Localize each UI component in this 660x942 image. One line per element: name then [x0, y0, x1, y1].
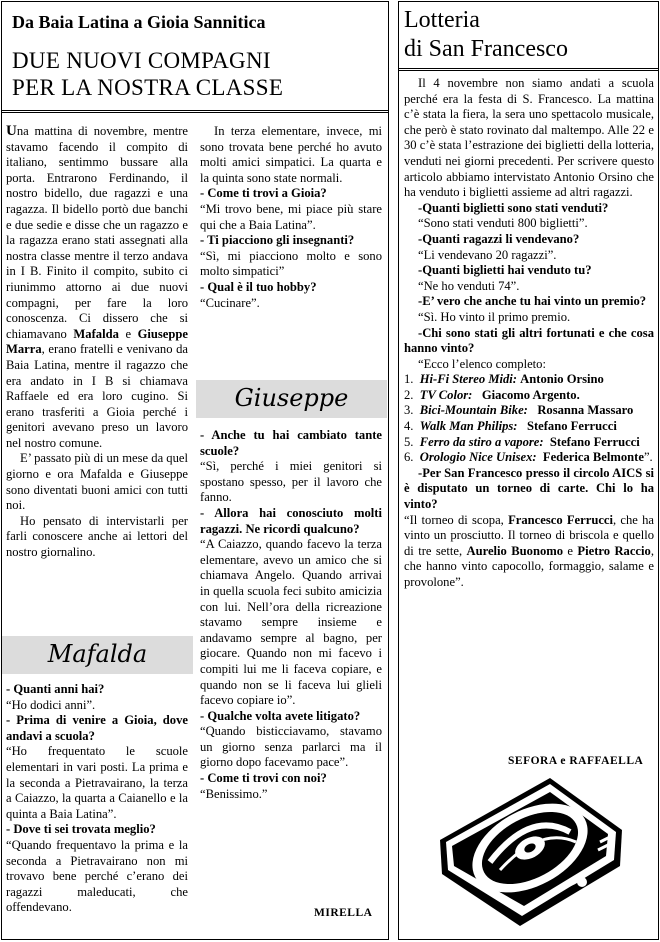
mafalda-section-band: Mafalda: [2, 636, 193, 674]
answer: “Ne ho venduti 74”.: [418, 278, 520, 293]
lottery-title: [404, 6, 568, 64]
title-line-1: Lotteria: [404, 7, 480, 33]
answer: In terza elementare, invece, mi sono trovata bene perché ho avuto molti amici simpatici. La quarta e la quinta sono state normali.: [200, 124, 382, 185]
intro-paragraph: Una mattina di novembre, mentre stavamo facendo il compito di italiano, sentimmo bussare alla porta. Entrarono Ferdinando, il nostro bidello, due ragazzi e una ragazza. Il bidello portò due banchi e due sedie e disse che un ragazzo e la ragazza erano stati assegnati alla nostra classe mentre il terzo andava in I B. Finito il compito, subito ci riunimmo attorno ai due nuovi compagni, per fare la loro conoscenza. Ci dissero che si chiamavano Mafalda e Giuseppe Marra, erano fratelli e venivano da Baia Latina, mentre il ragazzo che era andato in I B si chiamava Raffaele ed era loro cugino. Si erano trasferiti a Gioia perché i genitori avevano preso un lavoro nel nostro comune.: [6, 123, 188, 450]
giuseppe-interview: [200, 428, 382, 802]
answer: “Sì. Ho vinto il primo premio.: [418, 309, 571, 324]
giuseppe-section-band: Giuseppe: [196, 380, 387, 418]
answer: “Quando frequentavo la prima e la seconda a Pietravairano non mi trovavo bene perché c’erano dei ragazzi maleducati, che offendevano.: [6, 837, 188, 915]
answer: “Sì, perché i miei genitori si spostano spesso, per il lavoro che fanno.: [200, 459, 382, 505]
question: -Quanti ragazzi li vendevano?: [418, 231, 580, 246]
header-rule: [1, 110, 389, 113]
question: - Come ti trovi a Gioia?: [200, 186, 327, 201]
headline-line-2: PER LA NOSTRA CLASSE: [12, 75, 284, 100]
question: - Come ti trovi con noi?: [200, 771, 327, 786]
prize-item: 5. Ferro da stiro a vapore: Stefano Ferrucci: [404, 434, 640, 449]
name-mafalda: Mafalda: [73, 326, 119, 341]
article-kicker: Da Baia Latina a Gioia Sannitica: [12, 12, 266, 32]
question: - Prima di venire a Gioia, dove andavi a scuola?: [6, 713, 188, 743]
question: -Per San Francesco presso il circolo AICS si è disputato un torneo di carte. Chi lo ha vinto?: [404, 465, 654, 512]
question: - Qualche volta avete litigato?: [200, 708, 361, 723]
title-line-2: di San Francesco: [404, 36, 568, 62]
question: - Quanti anni hai?: [6, 682, 105, 696]
intro-paragraph-2: E’ passato più di un mese da quel giorno e ora Mafalda e Giuseppe sono diventati buoni amici con tutti noi.: [6, 451, 188, 513]
mafalda-interview-part-2: [200, 124, 382, 311]
prize-item: 4. Walk Man Philips: Stefano Ferrucci: [404, 419, 617, 434]
dropcap: U: [6, 123, 17, 139]
question: -Chi sono stati gli altri fortunati e che cosa hanno vinto?: [404, 325, 654, 356]
question: -Quanti biglietti sono stati venduti?: [418, 200, 609, 215]
headline-line-1: DUE NUOVI COMPAGNI: [12, 48, 271, 73]
answer: “Il torneo di scopa, Francesco Ferrucci, che ha vinto un prosciutto. Il torneo di briscola e quello di tre sette, Aurelio Buonomo e Pietro Raccio, che hanno vinto capocollo, formaggio, salame e provolone”.: [404, 512, 655, 589]
answer: “Cucinare”.: [200, 295, 260, 310]
question: - Dove ti sei trovata meglio?: [6, 822, 156, 837]
question: - Qual è il tuo hobby?: [200, 279, 317, 294]
mafalda-interview-part-1: [6, 682, 188, 916]
question: -Quanti biglietti hai venduto tu?: [418, 263, 592, 278]
intro-paragraph-3: Ho pensato di intervistarli per farli conoscere anche ai lettori del nostro giornalino.: [6, 513, 188, 560]
prize-item: 1. Hi-Fi Stereo Midi: Antonio Orsino: [404, 372, 604, 387]
answer: “Sì, mi piacciono molto e sono molto simpatici”: [200, 248, 382, 279]
answer: “Ecco l’elenco completo:: [418, 356, 546, 371]
left-signature: MIRELLA: [314, 907, 373, 919]
prize-item: 3. Bici-Mountain Bike: Rosanna Massaro: [404, 403, 634, 418]
answer: “Ho dodici anni”.: [6, 697, 96, 712]
lottery-intro: Il 4 novembre non siamo andati a scuola perché era la festa di S. Francesco. La mattina c’è stata la fiera, la sera uno spettacolo musicale, che però è stato rovinato dal maltempo. Alle 22 e 30 c’è stata l’estrazione dei biglietti della lotteria, venduti nei giorni precedenti. Per scrivere questo articolo abbiamo intervistato Antonio Orsino che ha venduto i biglietti assieme ad altri ragazzi.: [404, 76, 654, 200]
answer: “A Caiazzo, quando facevo la terza elementare, avevo un amico che si chiamava Angelo. Quando arrivai in quella scuola feci subito amicizia con lui. Nell’ora della ricreazione stavamo sempre insieme e andavamo sempre al bagno, per giocare. Quando non mi facevo i compiti lui me li faceva copiare, e quando non se li faceva lui glieli facevo copiare io”.: [200, 537, 382, 708]
right-signature: SEFORA e RAFFAELLA: [508, 755, 644, 767]
title-rule: [398, 68, 659, 71]
prize-item: 2. TV Color: Giacomo Argento.: [404, 387, 580, 402]
answer: “Quando bisticciavamo, stavamo un giorno senza parlarci ma il giorno dopo facevamo pace”.: [200, 724, 382, 770]
question: - Allora hai conosciuto molti ragazzi. Ne ricordi qualcuno?: [200, 505, 382, 536]
question: -E’ vero che anche tu hai vinto un premio?: [418, 294, 647, 309]
question: - Ti piacciono gli insegnanti?: [200, 233, 355, 248]
lottery-body: [404, 76, 654, 591]
name-giuseppe: Giuseppe Marra: [6, 326, 188, 357]
answer: “Li vendevano 20 ragazzi”.: [418, 247, 557, 262]
answer: “Ho frequentato le scuole elementari in vari posti. La prima e la seconda a Pietravairano, la terza a Caiazzo, la quarta a Caianello e la quinta a Baia Latina”.: [6, 744, 188, 821]
left-article-header: [1, 1, 389, 113]
answer: “Sono stati venduti 800 biglietti”.: [418, 216, 588, 231]
answer: “Mi trovo bene, mi piace più stare qui che a Baia Latina”.: [200, 201, 382, 232]
article-headline: [12, 47, 283, 101]
answer: “Benissimo.”: [200, 786, 268, 801]
cd-player-icon: [430, 770, 630, 930]
left-column-1: [6, 124, 188, 561]
prize-item: 6. Orologio Nice Unisex: Federica Belmonte”.: [404, 450, 653, 465]
question: - Anche tu hai cambiato tante scuole?: [200, 428, 382, 458]
